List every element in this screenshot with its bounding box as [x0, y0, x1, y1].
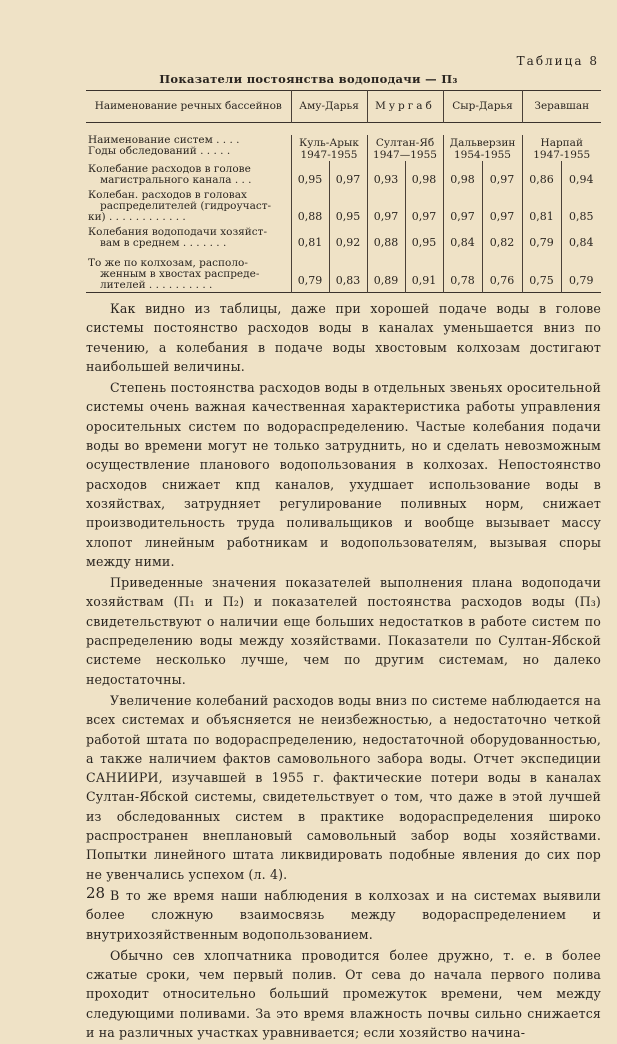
table-cell: 0,79	[561, 250, 601, 292]
data-table-container	[86, 90, 601, 293]
row-label-systems: Наименование систем . . . . Годы обследований . . . . .	[88, 134, 240, 157]
table-cell: 0,82	[482, 224, 522, 250]
table-cell: 0,84	[443, 224, 482, 250]
table-cell: 0,86	[522, 161, 561, 187]
table-cell: 0,97	[482, 187, 522, 224]
paragraph: Степень постоянства расходов воды в отдельных звеньях оросительной системы очень важная качественная характеристика работы управления оросительных систем по водораспределению. Частые колебания подачи воды во времени могут не только затруднить, но и сделать невозможным осуществление планового водопользования в колхозах. Непостоянство расходов снижает кпд каналов, ухудшает использование воды в хозяйствах, затрудняет регулирование поливных норм, снижает производительность труда поливальщиков и вообще вызывает массу хлопот линейным работникам и водопользователям, вызывая споры между ними.	[86, 380, 601, 569]
table-cell: 0,97	[482, 161, 522, 187]
table-caption: Показатели постоянства водоподачи — П₃	[159, 72, 458, 86]
table-row	[86, 187, 601, 224]
paragraph: В то же время наши наблюдения в колхозах и на системах выявили более сложную взаимосвязь между водораспределением и внутрихозяйственным водопользованием.	[86, 887, 601, 942]
row-label-head-canal: Колебание расходов в голове магистрального канала . . .	[88, 163, 252, 186]
header-murgab: Мургаб	[367, 91, 443, 123]
system-dalverzin: Дальверзин 1954-1955	[443, 135, 522, 161]
table-cell: 0,98	[405, 161, 443, 187]
paragraph: Увеличение колебаний расходов воды вниз по системе наблюдается на всех системах и объясняется не неизбежностью, а недостаточно четкой работой штата по водораспределению, недостаточной оборудованностью, а также наличием фактов самовольного забора воды. Отчет экспедиции САНИИРИ, изучавшей в 1955 г. фактические потери воды в каналах Султан-Ябской системы, свидетельствует о том, что даже в этой лучшей из обследованных систем в практике водораспределения широко распространен внеплановый самовольный забор воды хозяйствами. Попытки линейного штата ликвидировать подобные явления до сих пор не увенчались успехом (л. 4).	[86, 692, 601, 882]
paragraph: Обычно сев хлопчатника проводится более дружно, т. е. в более сжатые сроки, чем первый полив. От сева до начала первого полива проходит относительно больший промежуток времени, чем между следующими поливами. За это время влажность почвы сильно снижается и на различных участках уравнивается; если хозяйство начина-	[86, 947, 601, 1040]
table-cell: 0,98	[443, 161, 482, 187]
water-supply-table	[86, 90, 601, 293]
table-cell: 0,95	[405, 224, 443, 250]
header-amu-darya: Аму-Дарья	[291, 91, 367, 123]
body-text	[86, 299, 601, 1044]
table-header-row	[86, 91, 601, 123]
table-cell: 0,92	[329, 224, 367, 250]
table-cell: 0,84	[561, 224, 601, 250]
table-cell: 0,94	[561, 161, 601, 187]
paragraph: Как видно из таблицы, даже при хорошей подаче воды в голове системы постоянство расходов воды в каналах уменьшается вниз по течению, а колебания в подаче воды хвостовым колхозам достигают наибольшей величины.	[86, 301, 601, 374]
table-cell: 0,97	[443, 187, 482, 224]
table-cell: 0,95	[291, 161, 329, 187]
table-cell: 0,78	[443, 250, 482, 292]
table-cell: 0,95	[329, 187, 367, 224]
header-zeravshan: Зеравшан	[522, 91, 601, 123]
table-cell: 0,75	[522, 250, 561, 292]
table-cell: 0,79	[291, 250, 329, 292]
system-sultan-yab: Султан-Яб 1947—1955	[367, 135, 443, 161]
header-basin-name: Наименование речных бассейнов	[94, 100, 282, 112]
table-cell: 0,88	[367, 224, 405, 250]
table-cell: 0,81	[522, 187, 561, 224]
table-cell: 0,93	[367, 161, 405, 187]
table-cell: 0,89	[367, 250, 405, 292]
table-cell: 0,97	[405, 187, 443, 224]
table-cell: 0,88	[291, 187, 329, 224]
table-cell: 0,97	[329, 161, 367, 187]
table-cell: 0,91	[405, 250, 443, 292]
table-row-systems	[86, 135, 601, 161]
system-kul-aryk: Куль-Арык 1947-1955	[291, 135, 367, 161]
table-row	[86, 250, 601, 292]
table-cell: 0,83	[329, 250, 367, 292]
table-row	[86, 224, 601, 250]
row-label-tail-farms: То же по колхозам, располо- женным в хвостах распреде- лителей . . . . . . . . . .	[88, 256, 260, 291]
table-cell: 0,97	[367, 187, 405, 224]
table-cell: 0,79	[522, 224, 561, 250]
table-cell: 0,85	[561, 187, 601, 224]
table-row	[86, 161, 601, 187]
row-label-distributors: Колебан. расходов в головах распределителей (гидроучаст- ки) . . . . . . . . . . . .	[88, 189, 272, 223]
table-cell: 0,76	[482, 250, 522, 292]
paragraph: Приведенные значения показателей выполнения плана водоподачи хозяйствам (П₁ и П₂) и показателей постоянства расходов воды (П₃) свидетельствуют о наличии еще больших недостатков в работе систем по распределению воды между хозяйствами. Показатели по Султан-Ябской системе несколько лучше, чем по другим системам, но далеко недостаточны.	[86, 575, 601, 687]
system-narpay: Нарпай 1947-1955	[522, 135, 601, 161]
table-cell: 0,81	[291, 224, 329, 250]
header-syr-darya: Сыр-Дарья	[443, 91, 522, 123]
table-number: Таблица 8	[516, 54, 599, 68]
row-label-farm-average: Колебания водоподачи хозяйст- вам в среднем . . . . . . .	[88, 226, 268, 249]
page-number: 28	[86, 884, 106, 902]
